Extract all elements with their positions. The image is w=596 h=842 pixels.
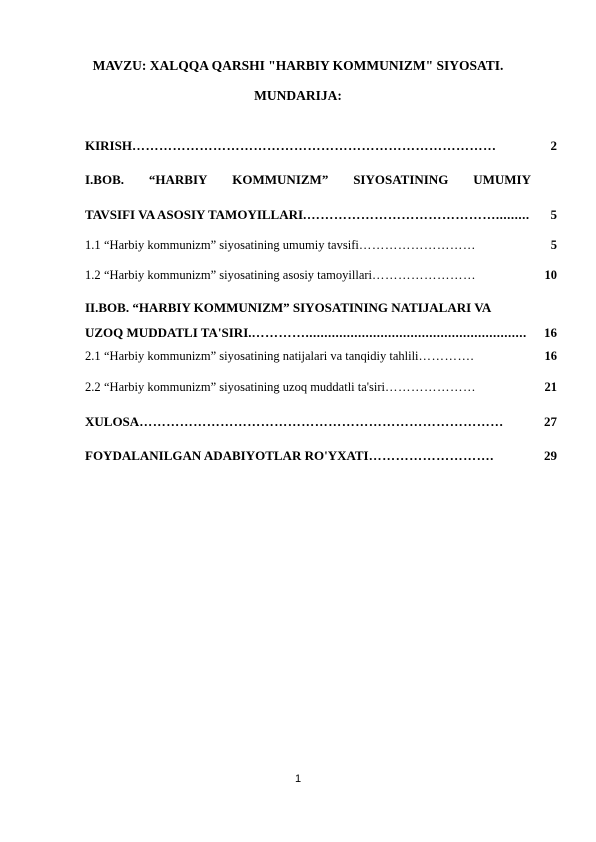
toc-word: KOMMUNIZM” [232, 172, 329, 187]
toc-entry-chapter-1-cont [85, 207, 557, 223]
toc-page: 21 [544, 380, 557, 394]
toc-label-line1: II.BOB. “HARBIY KOMMUNIZM” SIYOSATINING NATIJALARI VA [85, 300, 492, 315]
toc-page: 16 [544, 325, 557, 340]
toc-leader: ……………………… [358, 238, 476, 252]
toc-entry-intro [85, 138, 557, 154]
toc-label-line2: UZOQ MUDDATLI TA'SIRI. [85, 325, 252, 340]
toc-page: 27 [544, 414, 557, 429]
toc-entry-2-1 [85, 349, 557, 364]
toc-page: 16 [544, 349, 557, 363]
toc-entry-references [85, 448, 557, 464]
toc-section-number: 1.1 [85, 238, 101, 252]
toc-leader: ……………………………………………………………………… [139, 414, 504, 429]
toc-section-number: 1.2 [85, 268, 101, 282]
document-topic: MAVZU: XALQQA QARSHI "HARBIY KOMMUNIZM" SIYOSATI. [92, 58, 504, 73]
toc-entry-conclusion [85, 414, 557, 430]
toc-page: 29 [544, 448, 557, 463]
toc-label-line1 [85, 172, 531, 188]
toc-label: XULOSA [85, 414, 140, 429]
toc-page: 5 [550, 207, 557, 222]
toc-label: FOYDALANILGAN ADABIYOTLAR RO'YXATI [85, 448, 369, 463]
toc-label: “Harbiy kommunizm” siyosatining umumiy tavsifi [104, 238, 359, 252]
toc-label: “Harbiy kommunizm” siyosatining uzoq muddatli ta'siri [104, 380, 386, 394]
toc-leader: …………. [418, 349, 475, 363]
toc-word: UMUMIY [473, 172, 531, 187]
toc-entry-chapter-2 [85, 300, 557, 316]
toc-entry-chapter-2-cont [85, 325, 557, 341]
toc-leader: …………........................................................... [251, 325, 527, 340]
toc-word: SIYOSATINING [353, 172, 449, 187]
toc-page: 5 [550, 238, 557, 252]
toc-page: 10 [544, 268, 557, 282]
toc-label: “Harbiy kommunizm” siyosatining natijalari va tanqidiy tahlili [104, 349, 419, 363]
toc-entry-1-1 [85, 238, 557, 253]
toc-entry-chapter-1 [85, 172, 557, 188]
contents-heading: MUNDARIJA: [254, 88, 342, 103]
toc-leader: .……………………………………......... [303, 207, 530, 222]
toc-leader: ………………… [385, 380, 477, 394]
toc-entry-2-2 [85, 380, 557, 395]
toc-section-number: 2.1 [85, 349, 101, 363]
toc-leader: ……………………………………………………………………… [131, 138, 497, 153]
toc-leader: ………………………. [368, 448, 494, 463]
page-number: 1 [294, 773, 302, 785]
toc-section-number: 2.2 [85, 380, 101, 394]
toc-page: 2 [550, 138, 557, 153]
toc-label-line2: TAVSIFI VA ASOSIY TAMOYILLARI [85, 207, 304, 222]
toc-leader: …………………… [372, 268, 477, 282]
toc-label: “Harbiy kommunizm” siyosatining asosiy tamoyillari [104, 268, 373, 282]
toc-word: I.BOB. [85, 172, 125, 187]
toc-word: “HARBIY [148, 172, 208, 187]
toc-label: KIRISH [85, 138, 132, 153]
toc-entry-1-2 [85, 268, 557, 283]
